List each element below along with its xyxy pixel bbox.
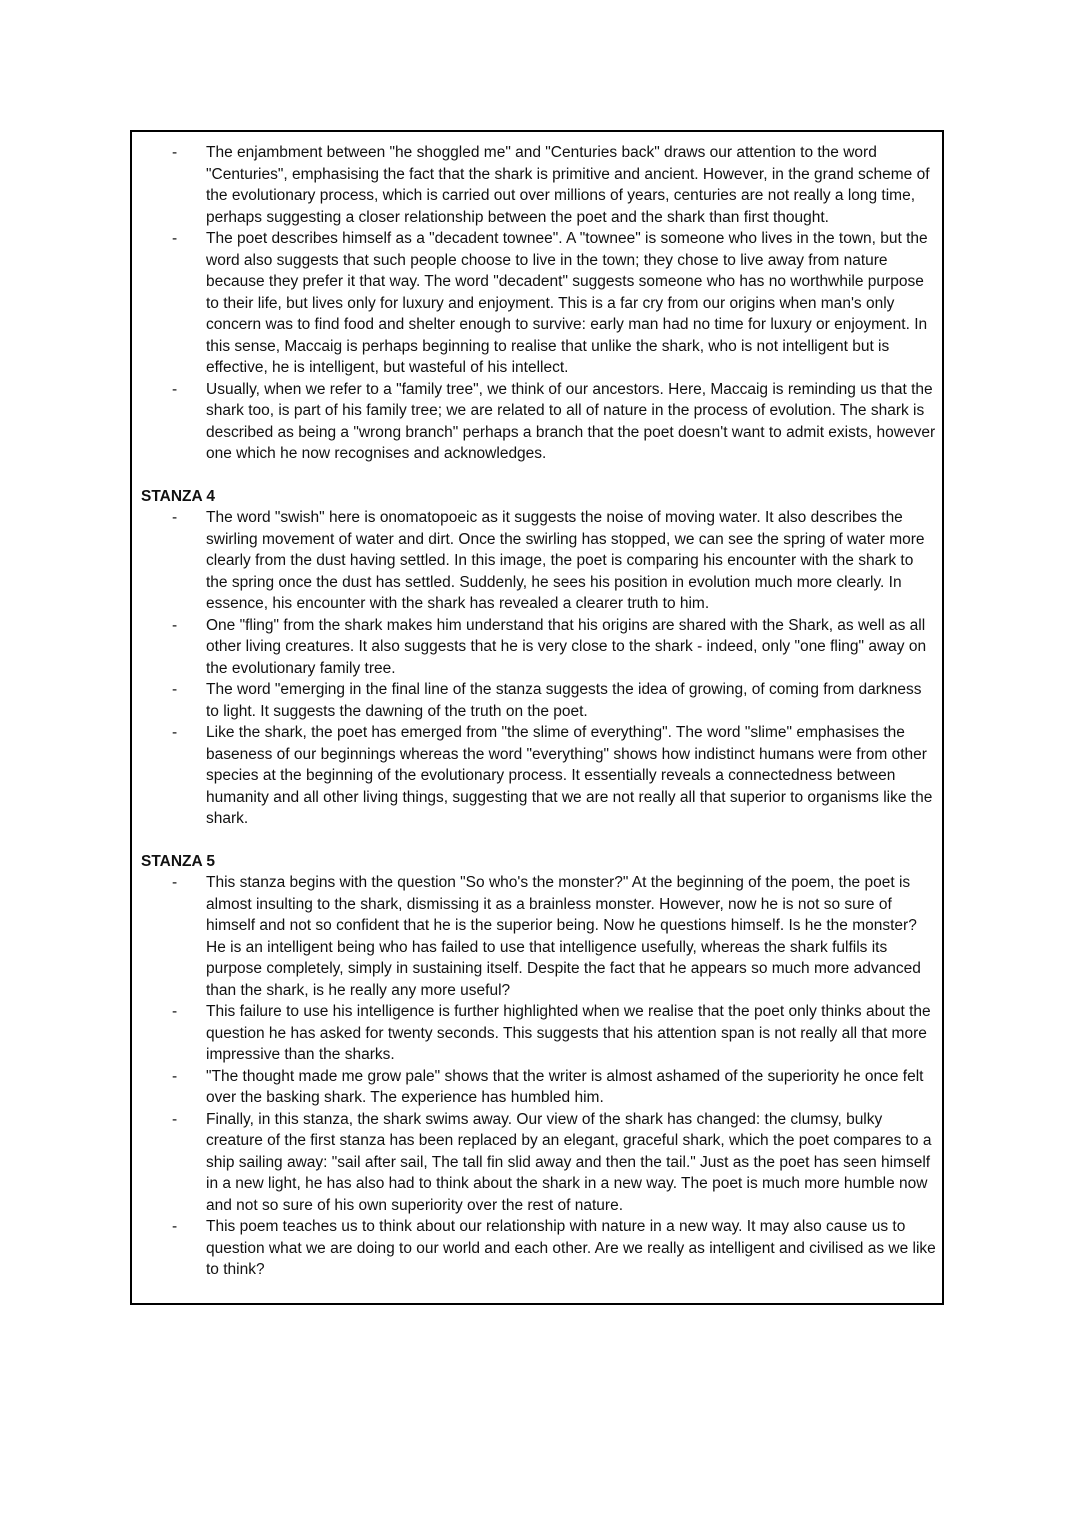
bullet-marker: - bbox=[172, 380, 178, 398]
list-item bbox=[132, 1109, 942, 1217]
bullet-text: "The thought made me grow pale" shows that the writer is almost ashamed of the superiority he once felt over the basking shark. The experience has humbled him. bbox=[206, 1067, 924, 1106]
list-item bbox=[132, 1216, 942, 1281]
bullet-marker: - bbox=[172, 230, 178, 247]
bullet-marker: - bbox=[172, 874, 178, 891]
stanza-4-section bbox=[132, 486, 942, 830]
bullet-text: This failure to use his intelligence is further highlighted when we realise that the poet only thinks about the question he has asked for twenty seconds. This suggests that his attention span is not really all that more impressive than the sharks. bbox=[206, 1003, 931, 1063]
bullet-text: Finally, in this stanza, the shark swims away. Our view of the shark has changed: the clumsy, bulky creature of the first stanza has been replaced by an elegant, graceful shark, which the poet compares to a ship sailing away: "sail after sail, The tall fin slid away and then the tail." Just as the poet has seen himself in a new light, he has also had to think about the shark in a new way. The poet is much more humble now and not so sure of his own superiority over the rest of nature. bbox=[206, 1110, 932, 1214]
bullet-marker: - bbox=[172, 616, 178, 634]
bullet-list bbox=[132, 872, 942, 1281]
list-item bbox=[132, 228, 942, 379]
stanza-3-continued bbox=[132, 142, 942, 465]
list-item bbox=[132, 679, 942, 722]
list-item bbox=[132, 722, 942, 830]
list-item bbox=[132, 379, 942, 465]
list-item bbox=[132, 615, 942, 680]
bullet-marker: - bbox=[172, 1110, 178, 1128]
bullet-text: The enjambment between "he shoggled me" and "Centuries back" draws our attention to the word "Centuries", emphasising the fact that the shark is primitive and ancient. However, in the grand scheme of the evolutionary process, which is carried out over millions of years, centuries are not really a long time, perhaps suggesting a closer relationship between the poet and the shark than first thought. bbox=[206, 144, 930, 226]
bullet-text: One "fling" from the shark makes him understand that his origins are shared with the Shark, as well as all other living creatures. It also suggests that he is very close to the shark - indeed, only "one fling" away on the evolutionary family tree. bbox=[206, 616, 927, 677]
list-item bbox=[132, 507, 942, 615]
bullet-text: This poem teaches us to think about our relationship with nature in a new way. It may also cause us to question what we are doing to our world and each other. Are we really as intelligent and civilised as we like to think? bbox=[206, 1218, 936, 1278]
bullet-list bbox=[132, 507, 942, 830]
bullet-text: The word "swish" here is onomatopoeic as it suggests the noise of moving water. It also describes the swirling movement of water and dirt. Once the swirling has stopped, we can see the spring of water more clearly from the dust having settled. In this image, the poet is comparing his encounter with the shark to the spring once the dust has settled. Suddenly, he sees his position in evolution much more clearly. In essence, his encounter with the shark has revealed a clearer truth to him. bbox=[206, 509, 925, 612]
bullet-marker: - bbox=[172, 509, 178, 526]
bullet-list bbox=[132, 142, 942, 465]
bullet-marker: - bbox=[172, 144, 178, 161]
list-item bbox=[132, 872, 942, 1001]
bullet-marker: - bbox=[172, 1067, 178, 1085]
list-item bbox=[132, 1001, 942, 1066]
bullet-text: The poet describes himself as a "decadent townee". A "townee" is someone who lives in the town, but the word also suggests that such people choose to live in the town; they chose to live away from nature because they prefer it that way. The word "decadent" suggests someone who has no worthwhile purpose to their life, but lives only for luxury and enjoyment. This is a far cry from our origins when man's only concern was to find food and shelter enough to survive: early man had no time for luxury or enjoyment. In this sense, Maccaig is perhaps beginning to realise that unlike the shark, who is not intelligent but is effective, he is intelligent, but wasteful of his intellect. bbox=[206, 230, 928, 376]
bullet-text: Like the shark, the poet has emerged from "the slime of everything". The word "slime" emphasises the baseness of our beginnings whereas the word "everything" shows how indistinct humans were from other species at the beginning of the evolutionary process. It essentially reveals a connectedness between humanity and all other living things, suggesting that we are not really all that superior to organisms like the shark. bbox=[206, 724, 933, 827]
bullet-marker: - bbox=[172, 681, 178, 698]
list-item bbox=[132, 142, 942, 228]
bullet-text: The word "emerging in the final line of the stanza suggests the idea of growing, of coming from darkness to light. It suggests the dawning of the truth on the poet. bbox=[206, 681, 922, 720]
bullet-marker: - bbox=[172, 1218, 178, 1235]
stanza-5-heading: STANZA 5 bbox=[141, 852, 216, 870]
bullet-text: Usually, when we refer to a "family tree", we think of our ancestors. Here, Maccaig is reminding us that the shark too, is part of his family tree; we are related to all of nature in the process of evolution. The shark is described as being a "wrong branch" perhaps a branch that the poet doesn't want to admit exists, however one which he now recognises and acknowledges. bbox=[206, 380, 936, 462]
stanza-5-section bbox=[132, 851, 942, 1281]
list-item bbox=[132, 1066, 942, 1109]
analysis-box bbox=[130, 130, 944, 1305]
stanza-4-heading: STANZA 4 bbox=[141, 487, 216, 505]
bullet-text: This stanza begins with the question "So who's the monster?" At the beginning of the poem, the poet is almost insulting to the shark, dismissing it as a brainless monster. However, now he is not so sure of himself and not so confident that he is the superior being. Now he questions himself. Is he the monster? He is an intelligent being who has failed to use that intelligence usefully, whereas the shark fulfils its purpose completely, simply in sustaining itself. Despite the fact that he appears so much more advanced than the shark, is he really any more useful? bbox=[206, 874, 921, 999]
bullet-marker: - bbox=[172, 724, 178, 741]
bullet-marker: - bbox=[172, 1003, 178, 1020]
